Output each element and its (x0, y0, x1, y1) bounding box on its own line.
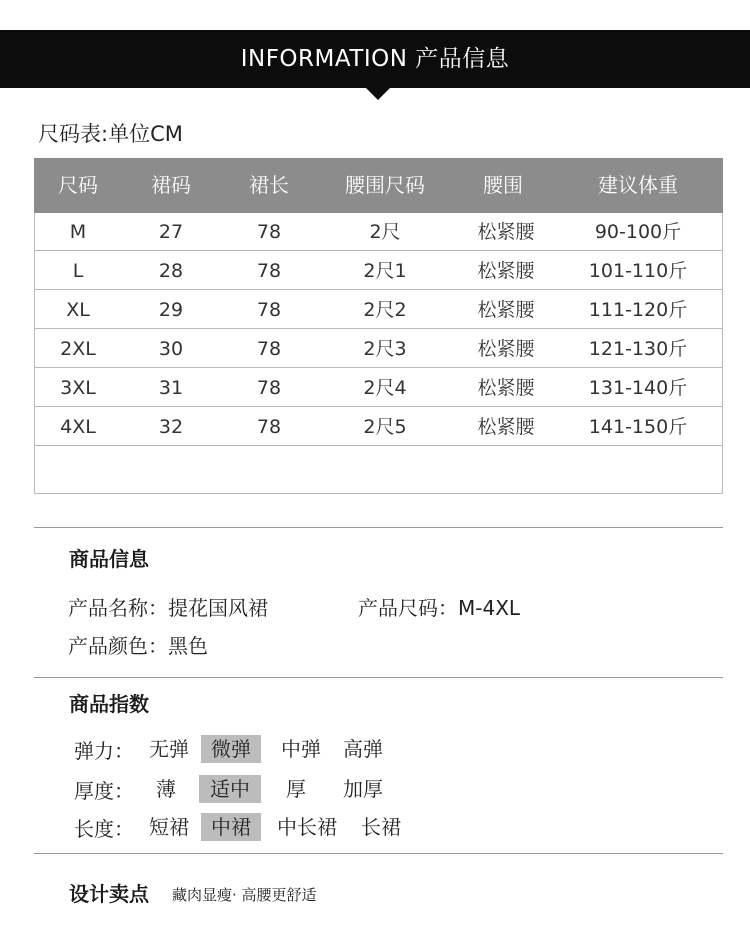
header-waist-size: 腰围尺码 (345, 173, 425, 197)
banner-notch (365, 87, 391, 100)
length-option: 短裙 (149, 815, 189, 839)
section-divider (34, 853, 723, 854)
cell-skirt-length: 78 (256, 260, 282, 282)
cell-size: L (72, 260, 84, 282)
size-table (34, 158, 723, 494)
cell-waist: 松紧腰 (477, 260, 535, 282)
table-row (35, 330, 722, 368)
cell-weight: 131-140斤 (588, 377, 688, 399)
header-waist: 腰围 (483, 173, 523, 197)
thickness-option: 厚 (286, 777, 306, 801)
header-weight: 建议体重 (598, 173, 678, 197)
cell-waist: 松紧腰 (477, 299, 535, 321)
thickness-option: 薄 (156, 777, 176, 801)
cell-weight: 111-120斤 (588, 299, 688, 321)
thickness-label: 厚度： (74, 779, 134, 803)
cell-waist-size: 2尺1 (363, 260, 407, 282)
cell-skirt-size: 27 (158, 221, 184, 243)
cell-skirt-length: 78 (256, 377, 282, 399)
header-skirt-length: 裙长 (249, 173, 289, 197)
table-row (35, 252, 722, 290)
elasticity-option: 中弹 (281, 737, 321, 761)
section-divider (34, 527, 723, 528)
table-row (35, 408, 722, 446)
length-option-selected: 中裙 (201, 813, 261, 841)
cell-waist: 松紧腰 (477, 338, 535, 360)
cell-waist-size: 2尺5 (363, 416, 407, 438)
design-title: 设计卖点 (69, 882, 149, 906)
thickness-option: 加厚 (343, 777, 383, 801)
cell-skirt-size: 31 (158, 377, 184, 399)
cell-size: M (69, 221, 87, 243)
product-info-title: 商品信息 (69, 547, 149, 571)
cell-waist-size: 2尺2 (363, 299, 407, 321)
cell-skirt-size: 28 (158, 260, 184, 282)
cell-skirt-size: 32 (158, 416, 184, 438)
header-skirt-size: 裙码 (151, 173, 191, 197)
product-size: 产品尺码：M-4XL (358, 596, 521, 620)
size-table-header (34, 158, 723, 213)
table-row (35, 291, 722, 329)
product-name: 产品名称：提花国风裙 (68, 596, 268, 620)
cell-weight: 141-150斤 (588, 416, 688, 438)
cell-size: 2XL (60, 338, 96, 360)
section-divider (34, 677, 723, 678)
cell-waist: 松紧腰 (477, 416, 535, 438)
cell-weight: 90-100斤 (594, 221, 682, 243)
product-index-title: 商品指数 (69, 692, 149, 716)
cell-waist-size: 2尺3 (363, 338, 407, 360)
elasticity-option: 无弹 (149, 737, 189, 761)
length-label: 长度： (74, 817, 134, 841)
cell-skirt-length: 78 (256, 221, 282, 243)
cell-waist: 松紧腰 (477, 221, 535, 243)
table-row (35, 369, 722, 407)
cell-weight: 101-110斤 (588, 260, 688, 282)
thickness-option-selected: 适中 (199, 775, 261, 803)
design-text: 藏肉显瘦· 高腰更舒适 (172, 886, 317, 904)
size-table-caption: 尺码表:单位CM (38, 122, 183, 146)
cell-size: 3XL (60, 377, 96, 399)
elasticity-option: 高弹 (343, 737, 383, 761)
length-option: 长裙 (361, 815, 401, 839)
cell-waist-size: 2尺4 (363, 377, 407, 399)
banner-title: INFORMATION 产品信息 (240, 46, 510, 72)
elasticity-option-selected: 微弹 (201, 735, 261, 763)
cell-weight: 121-130斤 (588, 338, 688, 360)
cell-size: 4XL (60, 416, 96, 438)
cell-skirt-size: 30 (158, 338, 184, 360)
cell-skirt-length: 78 (256, 299, 282, 321)
table-row (35, 213, 722, 251)
cell-waist-size: 2尺 (369, 221, 401, 243)
cell-waist: 松紧腰 (477, 377, 535, 399)
header-size: 尺码 (58, 173, 98, 197)
cell-size: XL (66, 299, 90, 321)
length-option: 中长裙 (277, 815, 337, 839)
product-color: 产品颜色：黑色 (68, 634, 208, 658)
cell-skirt-length: 78 (256, 338, 282, 360)
cell-skirt-length: 78 (256, 416, 282, 438)
cell-skirt-size: 29 (158, 299, 184, 321)
elasticity-label: 弹力： (74, 739, 134, 763)
info-banner (0, 30, 750, 88)
